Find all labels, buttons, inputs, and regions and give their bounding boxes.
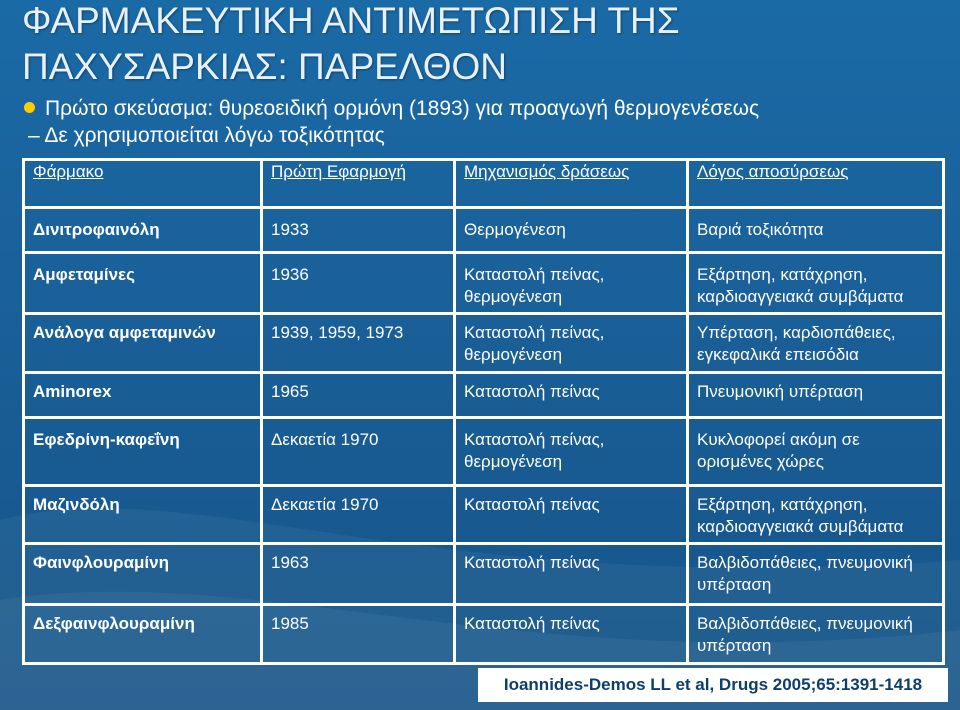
bullet-text-line2: – Δε χρησιμοποιείται λόγω τοξικότητας (28, 124, 385, 147)
slide-title: ΦΑΡΜΑΚΕΥΤΙΚΗ ΑΝΤΙΜΕΤΩΠΙΣΗ ΤΗΣ ΠΑΧΥΣΑΡΚΙΑΣ: ΠΑΡΕΛΘΟΝ (22, 0, 680, 87)
cell-mechanism: Καταστολή πείνας (455, 544, 688, 605)
table-row (24, 314, 944, 373)
cell-mechanism: Καταστολή πείνας (455, 605, 688, 664)
cell-drug: Aminorex (24, 373, 262, 418)
cell-drug: Αμφεταμίνες (24, 253, 262, 314)
table-row (24, 418, 944, 486)
cell-mechanism: Καταστολή πείνας (455, 486, 688, 544)
bullet-text-line1: Πρώτο σκεύασμα: θυρεοειδική ορμόνη (1893) για προαγωγή θερμογενέσεως (45, 97, 760, 120)
cell-reason: Πνευμονική υπέρταση (688, 373, 944, 418)
table-header-row (24, 160, 944, 208)
cell-mechanism: Καταστολή πείνας, θερμογένεση (455, 314, 688, 373)
header-first-use: Πρώτη Εφαρμογή (262, 160, 455, 208)
cell-mechanism: Καταστολή πείνας, θερμογένεση (455, 253, 688, 314)
drug-history-table (22, 158, 945, 665)
cell-reason: Εξάρτηση, κατάχρηση, καρδιοαγγειακά συμβάματα (688, 486, 944, 544)
bullet-dot-icon (24, 102, 35, 113)
cell-reason: Υπέρταση, καρδιοπάθειες, εγκεφαλικά επεισόδια (688, 314, 944, 373)
cell-reason: Βαριά τοξικότητα (688, 208, 944, 253)
table-row (24, 208, 944, 253)
table-row (24, 605, 944, 664)
cell-reason: Βαλβιδοπάθειες, πνευμονική υπέρταση (688, 544, 944, 605)
table-row (24, 544, 944, 605)
cell-year: Δεκαετία 1970 (262, 486, 455, 544)
cell-drug: Δινιτροφαινόλη (24, 208, 262, 253)
cell-drug: Ανάλογα αμφεταμινών (24, 314, 262, 373)
header-mechanism: Μηχανισμός δράσεως (455, 160, 688, 208)
cell-reason: Κυκλοφορεί ακόμη σε ορισμένες χώρες (688, 418, 944, 486)
cell-drug: Εφεδρίνη-καφεΐνη (24, 418, 262, 486)
cell-year: 1933 (262, 208, 455, 253)
cell-year: Δεκαετία 1970 (262, 418, 455, 486)
citation-box: Ioannides-Demos LL et al, Drugs 2005;65:1391-1418 (478, 668, 948, 702)
cell-mechanism: Καταστολή πείνας (455, 373, 688, 418)
cell-drug: Φαινφλουραμίνη (24, 544, 262, 605)
cell-year: 1985 (262, 605, 455, 664)
cell-reason: Βαλβιδοπάθειες, πνευμονική υπέρταση (688, 605, 944, 664)
cell-mechanism: Καταστολή πείνας, θερμογένεση (455, 418, 688, 486)
cell-drug: Δεξφαινφλουραμίνη (24, 605, 262, 664)
table-row (24, 253, 944, 314)
header-drug: Φάρμακο (24, 160, 262, 208)
cell-year: 1936 (262, 253, 455, 314)
table-row (24, 373, 944, 418)
header-withdrawal-reason: Λόγος αποσύρσεως (688, 160, 944, 208)
cell-mechanism: Θερμογένεση (455, 208, 688, 253)
intro-bullet (24, 95, 944, 149)
cell-year: 1963 (262, 544, 455, 605)
cell-year: 1939, 1959, 1973 (262, 314, 455, 373)
table-row (24, 486, 944, 544)
cell-drug: Μαζινδόλη (24, 486, 262, 544)
cell-year: 1965 (262, 373, 455, 418)
cell-reason: Εξάρτηση, κατάχρηση, καρδιοαγγειακά συμβάματα (688, 253, 944, 314)
